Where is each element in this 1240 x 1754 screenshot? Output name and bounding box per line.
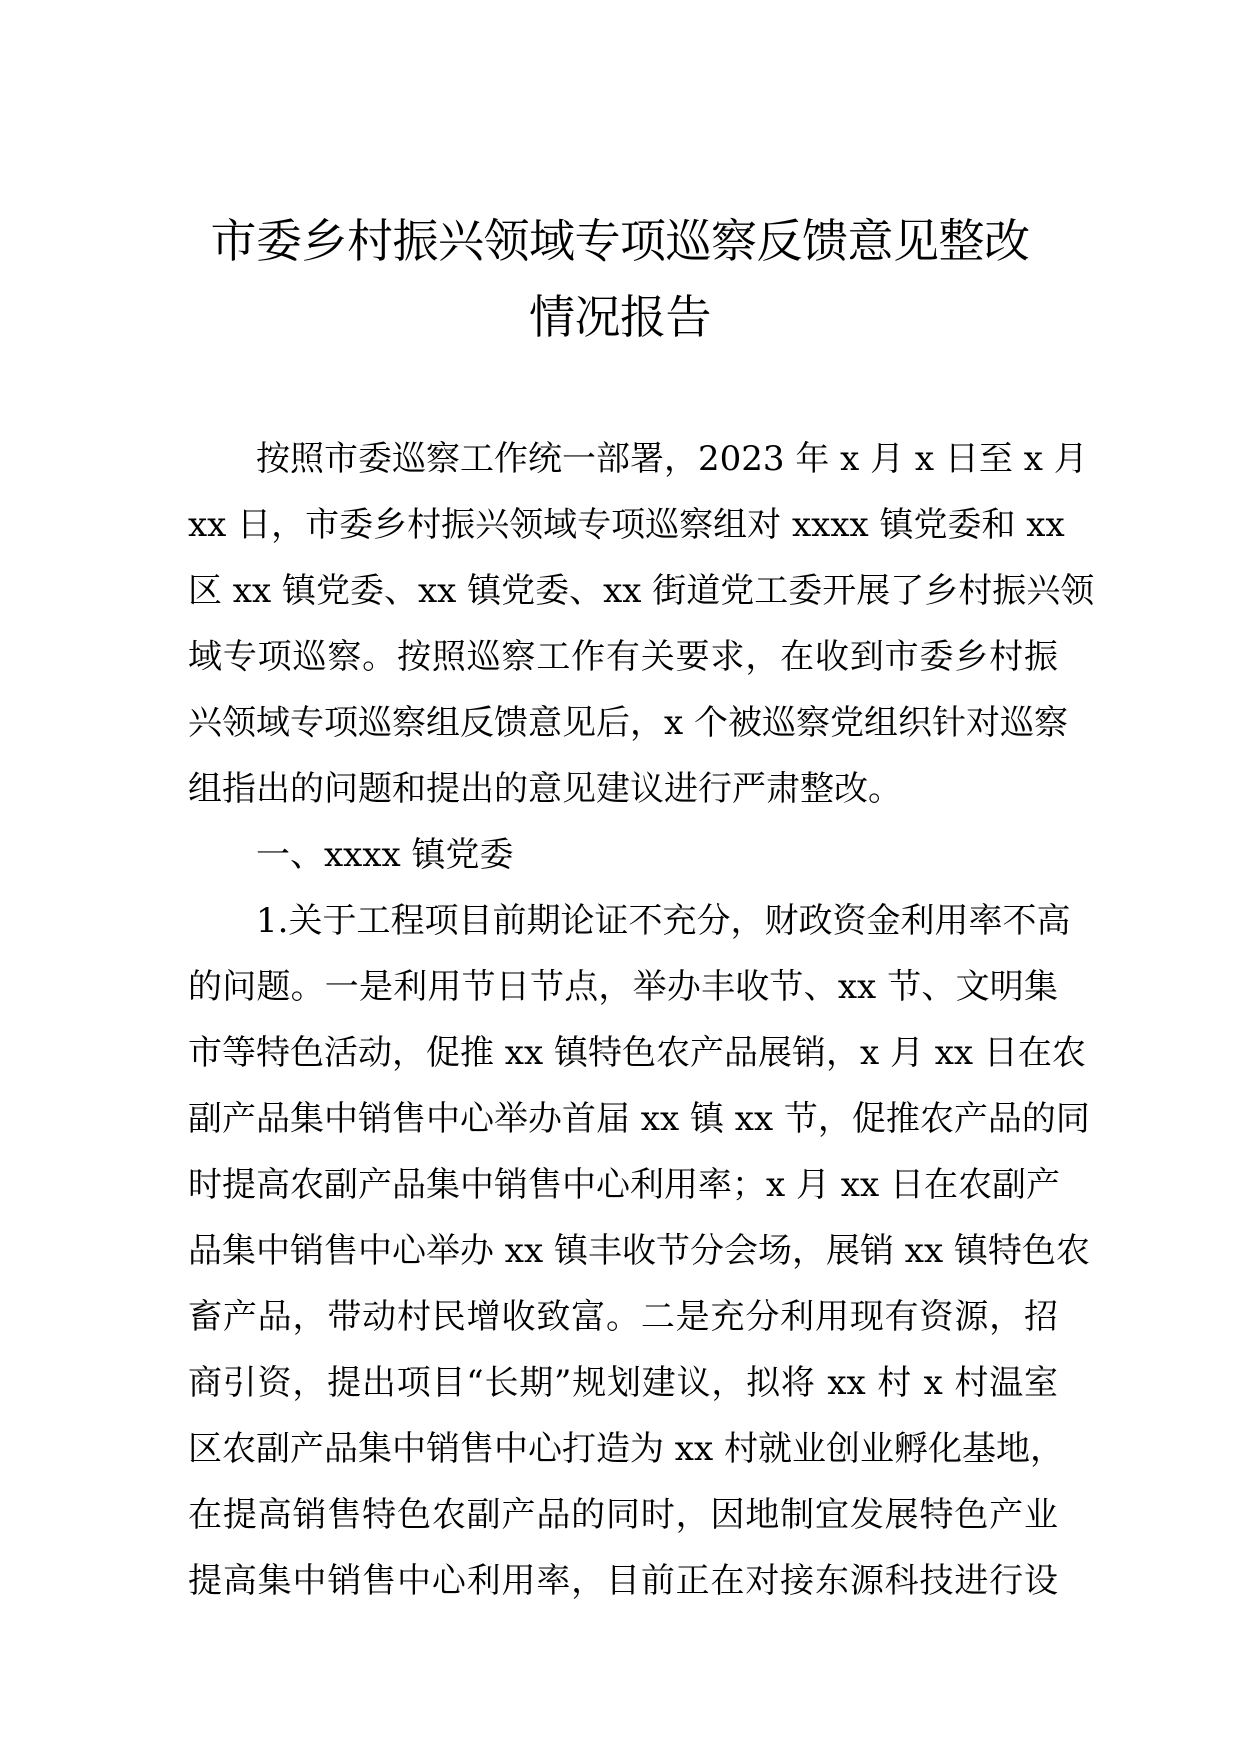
body-text-line: 的问题。一是利用节日节点，举办丰收节、xx 节、文明集	[188, 967, 1058, 1007]
document-body	[188, 426, 1095, 1614]
body-text-line: 域专项巡察。按照巡察工作有关要求，在收到市委乡村振	[188, 637, 1058, 677]
document-title	[150, 203, 1090, 355]
body-text-line: 市等特色活动，促推 xx 镇特色农产品展销，x 月 xx 日在农	[188, 1033, 1086, 1073]
body-text-line: 商引资，提出项目“长期”规划建议，拟将 xx 村 x 村温室	[188, 1363, 1058, 1403]
body-text-line: 品集中销售中心举办 xx 镇丰收节分会场，展销 xx 镇特色农	[188, 1231, 1090, 1271]
body-text-line: 一、xxxx 镇党委	[256, 835, 514, 875]
title-line-1: 市委乡村振兴领域专项巡察反馈意见整改	[210, 214, 1030, 268]
title-line-2: 情况报告	[529, 290, 711, 344]
body-text-line: 畜产品，带动村民增收致富。二是充分利用现有资源，招	[188, 1297, 1058, 1337]
body-text-line: 时提高农副产品集中销售中心利用率；x 月 xx 日在农副产	[188, 1165, 1060, 1205]
body-text-line: 兴领域专项巡察组反馈意见后，x 个被巡察党组织针对巡察	[188, 703, 1068, 743]
body-text-line: 按照市委巡察工作统一部署，2023 年 x 月 x 日至 x 月	[256, 439, 1088, 479]
body-text-line: 副产品集中销售中心举办首届 xx 镇 xx 节，促推农产品的同	[188, 1099, 1090, 1139]
body-text-line: 提高集中销售中心利用率，目前正在对接东源科技进行设	[188, 1561, 1058, 1601]
body-text-line: 组指出的问题和提出的意见建议进行严肃整改。	[188, 769, 902, 809]
body-text-line: 区 xx 镇党委、xx 镇党委、xx 街道党工委开展了乡村振兴领	[188, 571, 1095, 611]
body-text-line: xx 日，市委乡村振兴领域专项巡察组对 xxxx 镇党委和 xx	[188, 505, 1065, 545]
body-text-line: 1.关于工程项目前期论证不充分，财政资金利用率不高	[256, 901, 1071, 941]
body-text-line: 区农副产品集中销售中心打造为 xx 村就业创业孵化基地，	[188, 1429, 1064, 1469]
body-text-line: 在提高销售特色农副产品的同时，因地制宜发展特色产业	[188, 1495, 1058, 1535]
